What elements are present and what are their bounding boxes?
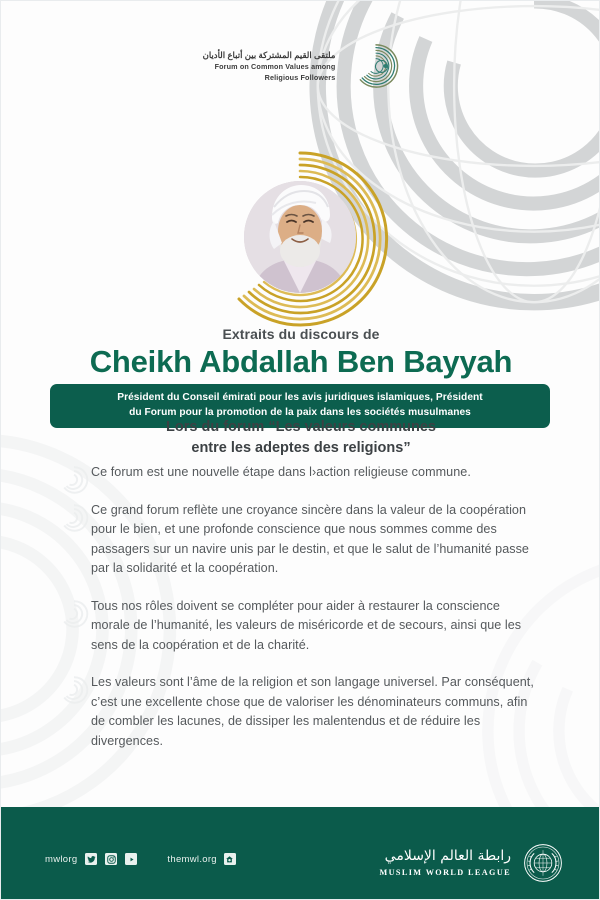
speaker-role-line2: du Forum pour la promotion de la paix dans les sociétés musulmanes bbox=[129, 407, 471, 419]
forum-subtitle bbox=[1, 417, 600, 459]
mwl-english-name: MUSLIM WORLD LEAGUE bbox=[379, 867, 511, 877]
quote-swirl-icon bbox=[59, 503, 89, 533]
speaker-role-line1: Président du Conseil émirati pour les avis juridiques islamiques, Président bbox=[117, 392, 483, 403]
speaker-photo bbox=[244, 181, 356, 293]
quote-item bbox=[59, 597, 539, 656]
youtube-icon[interactable] bbox=[125, 853, 137, 865]
header-english-title-line1: Forum on Common Values among bbox=[214, 62, 336, 72]
page-title: Cheikh Abdallah Ben Bayyah bbox=[89, 344, 513, 379]
poster-footer bbox=[1, 807, 600, 899]
footer-social-group bbox=[45, 853, 236, 865]
globe-house-icon[interactable] bbox=[224, 853, 236, 865]
quote-item bbox=[59, 501, 539, 579]
mwl-text-block bbox=[379, 849, 511, 876]
quote-swirl-icon bbox=[59, 599, 89, 629]
poster-header bbox=[1, 43, 600, 89]
mwl-emblem-icon bbox=[523, 843, 563, 883]
footer-website-group[interactable] bbox=[167, 853, 235, 865]
speaker-portrait bbox=[210, 149, 390, 329]
speaker-photo-illustration bbox=[244, 181, 356, 293]
quote-swirl-icon bbox=[59, 675, 89, 705]
forum-swirl-logo-icon bbox=[353, 43, 399, 89]
forum-subtitle-line1: Lors du forum “Les valeurs communes bbox=[166, 419, 436, 435]
quote-item bbox=[59, 673, 539, 751]
quote-item bbox=[59, 463, 539, 483]
header-arabic-title: ملتقى القيم المشتركة بين أتباع الأديان bbox=[202, 49, 336, 60]
header-english-title-line2: Religious Followers bbox=[264, 73, 336, 83]
quote-text: Les valeurs sont l’âme de la religion et son langage universel. Par conséquent, c’est une excellente chose que de valoriser les dénominateurs communs, afin de combler les lacunes, de dissiper les malentendus et de réduire les divergences. bbox=[91, 675, 534, 748]
mwl-arabic-name: رابطة العالم الإسلامي bbox=[384, 848, 511, 865]
website-label: themwl.org bbox=[167, 853, 217, 865]
quote-text: Ce forum est une nouvelle étape dans l›action religieuse commune. bbox=[91, 465, 471, 479]
quote-swirl-icon bbox=[59, 465, 89, 495]
page-kicker: Extraits du discours de bbox=[222, 326, 380, 342]
twitter-icon[interactable] bbox=[85, 853, 97, 865]
quote-text: Tous nos rôles doivent se compléter pour aider à restaurer la conscience morale de l’humanité, les valeurs de miséricorde et de secours, ainsi que les sens de la coopération et de la charité. bbox=[91, 598, 522, 652]
instagram-icon[interactable] bbox=[105, 853, 117, 865]
quote-text: Ce grand forum reflète une croyance sincère dans la valeur de la coopération pour le bien, et une profonde conscience que nous sommes comme des passagers sur un navire unis par le destin, et que le salut de l’humanité passe par la solidarité et la coopération. bbox=[91, 502, 529, 576]
quote-list bbox=[59, 463, 539, 751]
mwl-brand bbox=[379, 843, 563, 883]
social-handle: mwlorg bbox=[45, 853, 78, 865]
header-text-block bbox=[203, 50, 336, 83]
forum-subtitle-line2: entre les adeptes des religions” bbox=[191, 440, 411, 457]
